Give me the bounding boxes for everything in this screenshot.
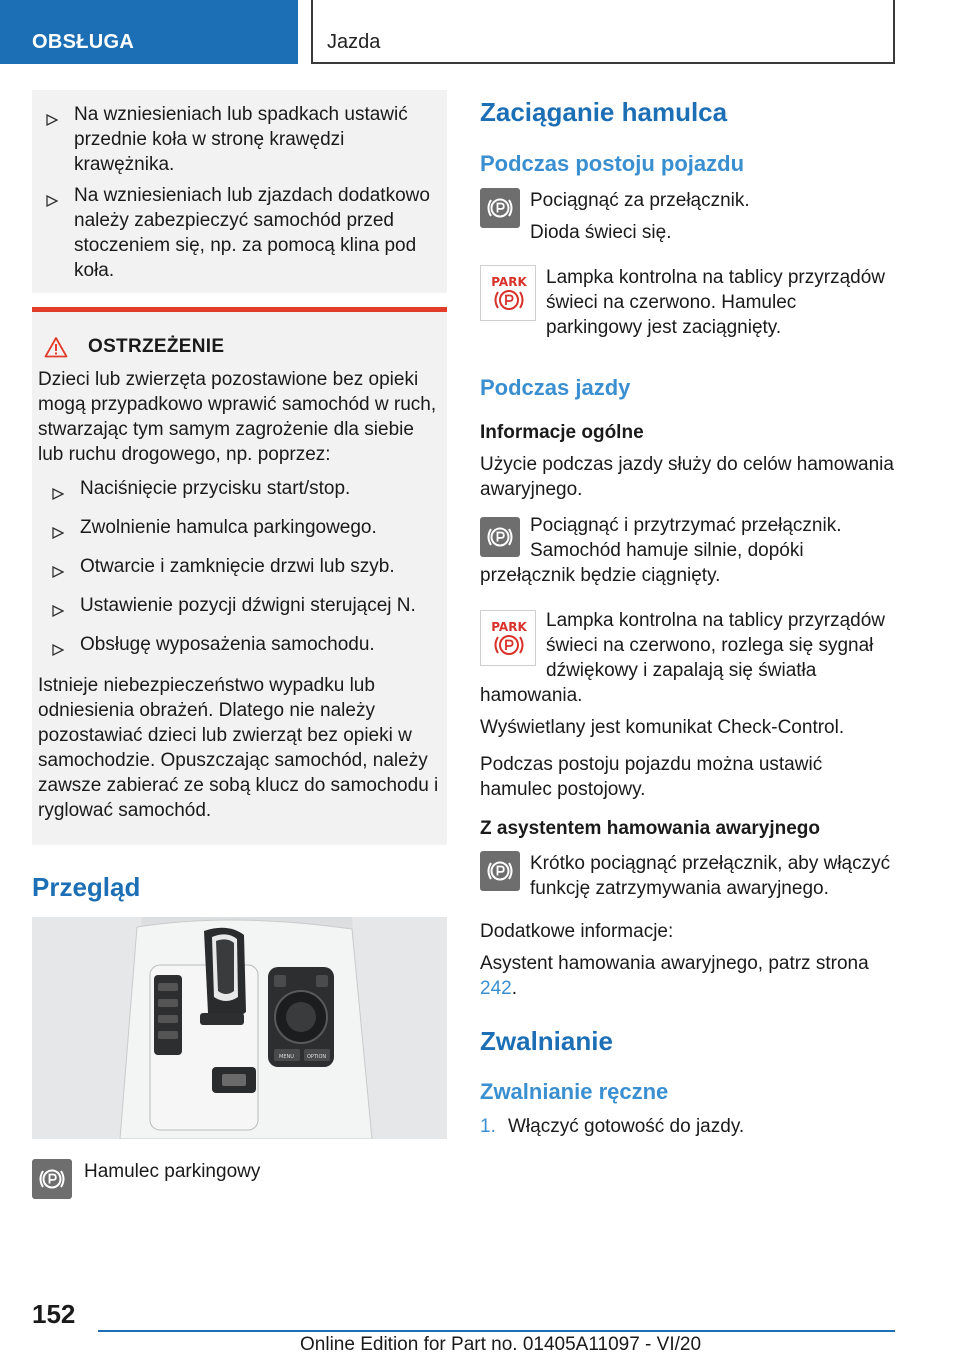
parking-brake-icon [32,1159,72,1199]
parking-brake-icon [480,517,520,557]
warning-icon [44,336,68,358]
cross-reference-suffix: . [511,978,517,999]
triangle-bullet-icon [52,488,64,500]
center-console-illustration [32,917,447,1139]
park-label: PARK [491,275,527,289]
menu-button-label: MENU [279,1054,294,1060]
section-tab: OBSŁUGA [0,0,298,64]
park-indicator-block-2 [480,608,895,708]
caption-row [32,1159,447,1199]
triangle-bullet-icon [52,566,64,578]
warning-intro: Dzieci lub zwierzęta pozostawione bez opieki mogą przypadkowo wprawić samochód w ruch, stwarzając tym samym zagrożenie dla siebie lub ruchu drogowego, np. poprzez: [38,369,437,465]
park-indicator-row [480,265,895,340]
triangle-bullet-icon [52,644,64,656]
triangle-bullet-icon [46,195,58,207]
list-item [38,593,439,625]
pull-switch-row [480,188,895,245]
warning-header [44,334,439,359]
check-control-text: Wyświetlany jest komunikat Check-Control. [480,717,845,738]
cross-reference [480,951,895,1001]
subheading-general: Informacje ogólne [480,422,644,443]
center-console-photo [32,917,447,1139]
step-number: 1. [480,1116,496,1137]
instruction-text: Pociągnąć za przełącznik. [530,190,750,211]
warning-title: OSTRZEŻENIE [88,336,225,357]
cross-reference-text: Asystent hamowania awaryjnego, patrz strona [480,953,869,974]
instruction-text: Dioda świeci się. [530,222,672,243]
option-button-label: OPTION [307,1054,327,1060]
warning-item: Ustawienie pozycji dźwigni sterującej N. [80,595,416,616]
chapter-header [311,0,895,64]
subheading-driving: Podczas jazdy [480,375,631,400]
warning-box [32,307,447,845]
right-column [480,96,895,1139]
tip-text: Na wzniesieniach lub zjazdach dodatkowo należy zabezpieczyć samochód przed stoczeniem się, np. za pomocą klina pod koła. [74,185,430,281]
hold-text: Pociągnąć i przytrzymać przełącznik. Samochód hamuje silnie, dopóki przełącznik będzie ciągnięty. [480,515,842,586]
warning-item: Obsługę wyposażenia samochodu. [80,634,375,655]
list-item [38,632,439,664]
photo-caption: Hamulec parkingowy [84,1161,261,1182]
general-text: Użycie podczas jazdy służy do celów hamowania awaryjnego. [480,454,894,500]
left-column [32,90,447,1199]
park-text: Lampka kontrolna na tablicy przyrządów świeci na czerwono. Hamulec parkingowy jest zaciągnięty. [546,267,886,338]
page-number: 152 [32,1299,76,1329]
stationary-note: Podczas postoju pojazdu można ustawić hamulec postojowy. [480,754,823,800]
footer-edition: Online Edition for Part no. 01405A11097 - VI/20 [300,1334,702,1355]
park-warning-light-icon [480,610,536,666]
parking-brake-icon [480,851,520,891]
assist-text: Krótko pociągnąć przełącznik, aby włączyć funkcję zatrzymywania awaryjnego. [530,853,891,899]
tip-text: Na wzniesieniach lub spadkach ustawić przednie koła w stronę krawędzi krawężnika. [74,104,408,175]
park-warning-light-icon [480,265,536,321]
warning-item: Zwolnienie hamulca parkingowego. [80,517,377,538]
triangle-bullet-icon [46,114,58,126]
section-heading-apply: Zaciąganie hamulca [480,97,728,127]
list-item [38,476,439,508]
list-item [480,1114,895,1139]
parking-brake-icon [480,188,520,228]
list-item [32,183,439,283]
warning-item: Otwarcie i zamknięcie drzwi lub szyb. [80,556,395,577]
page-link[interactable]: 242 [480,978,512,999]
tips-box [32,90,447,293]
warning-item: Naciśnięcie przycisku start/stop. [80,478,351,499]
warning-tail: Istnieje niebezpieczeństwo wypadku lub odniesienia obrażeń. Dlatego nie należy pozostawiać dzieci lub zwierząt bez opieki w samochodzie. Opuszczając samochód, należy zawsze zabierać ze sobą klucz do samochodu i ryglować samochód. [38,675,439,821]
chapter-title: Jazda [327,31,381,53]
list-item [32,102,439,177]
subheading-assist: Z asystentem hamowania awaryjnego [480,818,821,839]
step-text: Włączyć gotowość do jazdy. [508,1116,745,1137]
section-heading-release: Zwalnianie [480,1026,613,1056]
list-item [38,515,439,547]
subheading-stationary: Podczas postoju pojazdu [480,151,745,176]
park-text: Lampka kontrolna na tablicy przyrządów świeci na czerwono, rozlega się sygnał dźwiękowy i zapalają się światła hamowania. [480,610,886,706]
overview-heading: Przegląd [32,872,141,902]
triangle-bullet-icon [52,605,64,617]
assist-row [480,851,895,901]
hold-switch-block [480,513,895,588]
subheading-manual-release: Zwalnianie ręczne [480,1079,669,1104]
additional-info-label: Dodatkowe informacje: [480,921,674,942]
triangle-bullet-icon [52,527,64,539]
park-label: PARK [491,620,527,634]
list-item [38,554,439,586]
